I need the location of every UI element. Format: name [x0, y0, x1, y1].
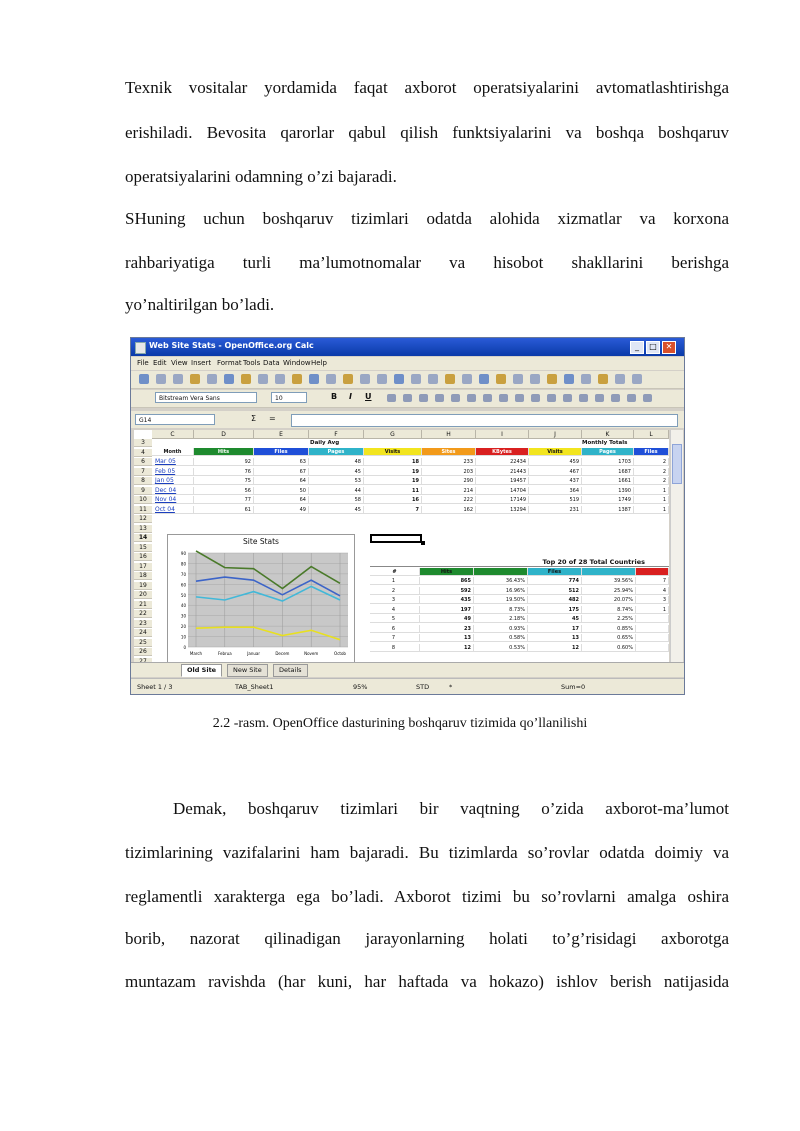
countries-cell: 49 [420, 615, 474, 623]
text-line: muntazam ravishda (har kuni, har haftada va hokazo) ishlov berish natijasida [125, 972, 729, 991]
tab-old-site[interactable]: Old Site [181, 664, 222, 677]
text-line: Texnik vositalar yordamida faqat axborot operatsiyalarini avtomatlashtirishga [125, 78, 729, 97]
row-header[interactable]: 3 [134, 439, 152, 447]
countries-title: Top 20 of 28 Total Countries [370, 558, 669, 567]
toolbar-icon[interactable] [190, 374, 200, 384]
table-header-cell: Hits [194, 448, 254, 456]
countries-cell [636, 625, 669, 633]
format-icon[interactable] [387, 394, 396, 402]
y-tick-label: 60 [180, 582, 186, 588]
table-cell: 64 [254, 477, 309, 485]
toolbar-icon[interactable] [139, 374, 149, 384]
table-cell: 231 [529, 506, 582, 514]
column-header-k[interactable]: K [582, 430, 634, 439]
countries-cell [636, 615, 669, 623]
toolbar-icon[interactable] [343, 374, 353, 384]
table-cell: 467 [529, 468, 582, 476]
toolbar-icon[interactable] [598, 374, 608, 384]
table-cell: 1 [634, 487, 669, 495]
countries-cell: 0.65% [582, 634, 636, 642]
row-header[interactable]: 6 [134, 458, 152, 466]
format-icon[interactable] [563, 394, 572, 402]
column-header-e[interactable]: E [254, 430, 309, 439]
month-link[interactable]: Jan 05 [152, 477, 194, 485]
y-tick-label: 10 [180, 634, 186, 640]
x-tick-label: Februa [217, 651, 232, 656]
toolbar-icon[interactable] [156, 374, 166, 384]
table-cell: 14704 [476, 487, 529, 495]
table-cell: 233 [422, 458, 476, 466]
font-size-select[interactable]: 10 [271, 392, 307, 403]
plot-area [188, 553, 348, 647]
format-icon[interactable] [467, 394, 476, 402]
countries-cell: 19.50% [474, 596, 528, 604]
column-header-j[interactable]: J [529, 430, 582, 439]
countries-cell: 774 [528, 577, 582, 585]
y-tick-label: 70 [180, 571, 186, 577]
table-header-cell: Visits [364, 448, 422, 456]
toolbar-icon[interactable] [615, 374, 625, 384]
countries-cell: 17 [528, 625, 582, 633]
countries-cell: 0.53% [474, 644, 528, 652]
column-header-g[interactable]: G [364, 430, 422, 439]
format-icon[interactable] [595, 394, 604, 402]
text-line: tizimlarining vazifalarini ham bajaradi. Bu tizimlarda so’rovlar odatda doimiy va [125, 843, 729, 862]
close-icon[interactable]: ✕ [662, 341, 676, 354]
menu-item-format[interactable]: Format [217, 359, 242, 367]
toolbar-icon[interactable] [479, 374, 489, 384]
table-cell: 63 [254, 458, 309, 466]
format-icon[interactable] [611, 394, 620, 402]
row-header[interactable]: 18 [134, 572, 152, 580]
table-header-cell: Pages [582, 448, 634, 456]
x-tick-label: March [189, 651, 203, 656]
countries-cell: 435 [420, 596, 474, 604]
toolbar-icon[interactable] [394, 374, 404, 384]
table-cell: 56 [194, 487, 254, 495]
status-mode: STD [416, 683, 430, 691]
tab-details[interactable]: Details [273, 664, 308, 677]
countries-cell: 592 [420, 587, 474, 595]
monthly-totals-label: Monthly Totals [582, 440, 628, 446]
standard-toolbar [131, 371, 684, 389]
row-header[interactable]: 12 [134, 515, 152, 523]
x-tick-label: Octob [334, 651, 346, 656]
table-cell: 76 [194, 468, 254, 476]
row-header[interactable]: 21 [134, 601, 152, 609]
toolbar-icon[interactable] [258, 374, 268, 384]
status-sum: Sum=0 [561, 683, 586, 691]
status-modified: * [449, 683, 453, 691]
toolbar-icon[interactable] [411, 374, 421, 384]
countries-cell: 175 [528, 606, 582, 614]
status-bar [131, 678, 684, 695]
toolbar-icon[interactable] [445, 374, 455, 384]
column-header-i[interactable]: I [476, 430, 529, 439]
formula-input[interactable] [291, 414, 678, 427]
equals-icon[interactable]: = [269, 414, 276, 423]
table-cell: 2 [634, 458, 669, 466]
site-stats-chart[interactable] [167, 534, 355, 662]
countries-cell: 1 [370, 577, 420, 585]
table-cell: 61 [194, 506, 254, 514]
figure-caption: 2.2 -rasm. OpenOffice dasturining boshqaruv tizimida qo’llanilishi [212, 716, 588, 731]
format-icon[interactable] [643, 394, 652, 402]
countries-header-cell: Hits [420, 568, 474, 576]
countries-cell: 8.74% [582, 606, 636, 614]
toolbar-icon[interactable] [377, 374, 387, 384]
menu-item-data[interactable]: Data [263, 359, 280, 367]
menu-item-edit[interactable]: Edit [153, 359, 167, 367]
toolbar-icon[interactable] [428, 374, 438, 384]
toolbar-icon[interactable] [292, 374, 302, 384]
table-cell: 13294 [476, 506, 529, 514]
format-icon[interactable] [419, 394, 428, 402]
table-header-cell: Visits [529, 448, 582, 456]
toolbar-icon[interactable] [224, 374, 234, 384]
format-icon[interactable] [451, 394, 460, 402]
countries-cell: 36.43% [474, 577, 528, 585]
row-header[interactable]: 16 [134, 553, 152, 561]
countries-cell: 1 [636, 606, 669, 614]
table-cell: 519 [529, 496, 582, 504]
format-icon[interactable] [547, 394, 556, 402]
countries-header-cell [582, 568, 636, 576]
countries-cell: 45 [528, 615, 582, 623]
countries-cell: 25.94% [582, 587, 636, 595]
table-cell: 45 [309, 468, 364, 476]
minimize-icon[interactable]: _ [630, 341, 644, 354]
row-header[interactable]: 17 [134, 563, 152, 571]
chart-title: Site Stats [243, 537, 279, 546]
table-cell: 459 [529, 458, 582, 466]
countries-cell: 4 [636, 587, 669, 595]
fill-handle[interactable] [421, 541, 425, 545]
countries-cell: 3 [370, 596, 420, 604]
column-header-c[interactable]: C [152, 430, 194, 439]
table-cell: 58 [309, 496, 364, 504]
row-header[interactable]: 15 [134, 544, 152, 552]
table-cell: 16 [364, 496, 422, 504]
countries-cell: 865 [420, 577, 474, 585]
format-icon[interactable] [515, 394, 524, 402]
y-tick-label: 30 [180, 613, 186, 619]
toolbar-icon[interactable] [241, 374, 251, 384]
row-header[interactable]: 24 [134, 629, 152, 637]
spreadsheet-grid[interactable] [134, 430, 669, 662]
table-cell: 53 [309, 477, 364, 485]
row-header[interactable]: 9 [134, 487, 152, 495]
table-cell: 45 [309, 506, 364, 514]
table-cell: 77 [194, 496, 254, 504]
x-tick-label: Januar [247, 651, 260, 656]
tab-new-site[interactable]: New Site [227, 664, 268, 677]
month-link[interactable]: Feb 05 [152, 468, 194, 476]
countries-cell: 7 [636, 577, 669, 585]
menu-item-window[interactable]: Window [283, 359, 311, 367]
name-box[interactable]: G14 [135, 414, 215, 425]
column-header-f[interactable]: F [309, 430, 364, 439]
text-line: SHuning uchun boshqaruv tizimlari odatda alohida xizmatlar va korxona [125, 209, 729, 228]
text-line: borib, nazorat qilinadigan jarayonlarning holati to’g’risidagi axborotga [125, 929, 729, 948]
table-header-cell: Files [254, 448, 309, 456]
table-cell: 48 [309, 458, 364, 466]
table-cell: 222 [422, 496, 476, 504]
status-sheet: Sheet 1 / 3 [137, 683, 173, 691]
table-cell: 22434 [476, 458, 529, 466]
countries-cell: 4 [370, 606, 420, 614]
menu-bar [131, 357, 684, 370]
row-header[interactable]: 8 [134, 477, 152, 485]
countries-cell: 12 [528, 644, 582, 652]
menu-item-help[interactable]: Help [311, 359, 327, 367]
row-header[interactable]: 13 [134, 525, 152, 533]
countries-cell: 6 [370, 625, 420, 633]
window-title: Web Site Stats - OpenOffice.org Calc [149, 341, 314, 350]
table-cell: 1387 [582, 506, 634, 514]
table-cell: 162 [422, 506, 476, 514]
table-cell: 75 [194, 477, 254, 485]
row-header[interactable]: 22 [134, 610, 152, 618]
chart-plot [168, 535, 354, 662]
table-cell: 44 [309, 487, 364, 495]
row-header[interactable]: 23 [134, 620, 152, 628]
figure-screenshot [130, 337, 685, 695]
row-header[interactable]: 11 [134, 506, 152, 514]
table-cell: 1749 [582, 496, 634, 504]
column-header-h[interactable]: H [422, 430, 476, 439]
menu-item-tools[interactable]: Tools [243, 359, 261, 367]
y-tick-label: 20 [180, 624, 186, 630]
countries-cell: 482 [528, 596, 582, 604]
format-icon[interactable] [483, 394, 492, 402]
maximize-icon[interactable]: □ [646, 341, 660, 354]
selected-cell[interactable] [370, 534, 422, 543]
countries-cell: 5 [370, 615, 420, 623]
y-tick-label: 0 [183, 645, 186, 650]
countries-cell: 2.25% [582, 615, 636, 623]
toolbar-icon[interactable] [309, 374, 319, 384]
row-header[interactable]: 25 [134, 639, 152, 647]
row-header[interactable]: 4 [134, 449, 152, 457]
table-cell: 49 [254, 506, 309, 514]
countries-cell [636, 644, 669, 652]
toolbar-icon[interactable] [496, 374, 506, 384]
text-line: erishiladi. Bevosita qarorlar qabul qilish funktsiyalarini va boshqa boshqaruv [125, 123, 729, 142]
format-icon[interactable] [627, 394, 636, 402]
table-cell: 1703 [582, 458, 634, 466]
table-cell: 290 [422, 477, 476, 485]
toolbar-icon[interactable] [530, 374, 540, 384]
menu-item-file[interactable]: File [137, 359, 149, 367]
toolbar-icon[interactable] [173, 374, 183, 384]
scrollbar-thumb[interactable] [672, 444, 682, 484]
countries-cell: 13 [528, 634, 582, 642]
countries-cell: 23 [420, 625, 474, 633]
menu-item-insert[interactable]: Insert [191, 359, 212, 367]
table-cell: 437 [529, 477, 582, 485]
countries-cell: 0.60% [582, 644, 636, 652]
row-header[interactable]: 14 [134, 534, 152, 542]
countries-header-cell [474, 568, 528, 576]
row-header[interactable]: 10 [134, 496, 152, 504]
countries-cell: 197 [420, 606, 474, 614]
format-icon[interactable] [403, 394, 412, 402]
countries-cell: 12 [420, 644, 474, 652]
table-cell: 2 [634, 477, 669, 485]
table-cell: 1 [634, 496, 669, 504]
table-header-cell: KBytes [476, 448, 529, 456]
toolbar-icon[interactable] [513, 374, 523, 384]
text-line: reglamentli xarakterga ega bo’ladi. Axborot tizimi bu so’rovlarni amalga oshira [125, 887, 729, 906]
countries-header-cell: Files [528, 568, 582, 576]
month-link[interactable]: Oct 04 [152, 506, 194, 514]
format-icon[interactable] [531, 394, 540, 402]
table-header-cell: Sites [422, 448, 476, 456]
table-cell: 64 [254, 496, 309, 504]
table-cell: 19457 [476, 477, 529, 485]
countries-cell: 0.58% [474, 634, 528, 642]
toolbar-icon[interactable] [547, 374, 557, 384]
format-icon[interactable] [499, 394, 508, 402]
toolbar-icon[interactable] [326, 374, 336, 384]
countries-cell: 2.18% [474, 615, 528, 623]
row-header[interactable]: 19 [134, 582, 152, 590]
table-cell: 21443 [476, 468, 529, 476]
table-cell: 214 [422, 487, 476, 495]
toolbar-icon[interactable] [581, 374, 591, 384]
table-header-cell: Files [634, 448, 669, 456]
countries-cell: 3 [636, 596, 669, 604]
font-name-select[interactable]: Bitstream Vera Sans [155, 392, 257, 403]
italic-button[interactable]: I [349, 392, 352, 401]
table-cell: 19 [364, 468, 422, 476]
row-header[interactable]: 26 [134, 648, 152, 656]
status-zoom: 95% [353, 683, 368, 691]
app-icon [135, 342, 146, 354]
x-tick-label: Decem [275, 651, 290, 656]
countries-cell: 8 [370, 644, 420, 652]
table-header-cell: Month [152, 448, 194, 456]
countries-header-cell: # [370, 568, 420, 576]
table-cell: 67 [254, 468, 309, 476]
toolbar-icon[interactable] [207, 374, 217, 384]
table-cell: 1687 [582, 468, 634, 476]
row-header[interactable]: 7 [134, 468, 152, 476]
toolbar-icon[interactable] [360, 374, 370, 384]
table-cell: 19 [364, 477, 422, 485]
row-header[interactable]: 27 [134, 658, 152, 663]
table-cell: 17149 [476, 496, 529, 504]
month-link[interactable]: Mar 05 [152, 458, 194, 466]
underline-button[interactable]: U [365, 392, 372, 401]
countries-cell: 0.93% [474, 625, 528, 633]
y-tick-label: 40 [180, 603, 186, 609]
table-cell: 11 [364, 487, 422, 495]
text-line: yo’naltirilgan bo’ladi. [125, 295, 275, 314]
y-tick-label: 90 [180, 551, 186, 556]
countries-header-cell [636, 568, 669, 576]
column-header-d[interactable]: D [194, 430, 254, 439]
table-cell: 1661 [582, 477, 634, 485]
format-icon[interactable] [579, 394, 588, 402]
toolbar-icon[interactable] [275, 374, 285, 384]
countries-cell: 2 [370, 587, 420, 595]
text-line: rahbariyatiga turli ma’lumotnomalar va hisobot shakllarini berishga [125, 253, 729, 272]
countries-cell: 13 [420, 634, 474, 642]
y-tick-label: 50 [180, 592, 186, 598]
month-link[interactable]: Dec 04 [152, 487, 194, 495]
countries-cell: 20.07% [582, 596, 636, 604]
x-tick-label: Novem [304, 651, 319, 656]
countries-cell [636, 634, 669, 642]
countries-cell: 512 [528, 587, 582, 595]
status-page-style: TAB_Sheet1 [235, 683, 274, 691]
countries-cell: 39.56% [582, 577, 636, 585]
table-header-cell: Pages [309, 448, 364, 456]
formatting-toolbar [131, 390, 684, 408]
text-line: operatsiyalarini odamning o’zi bajaradi. [125, 167, 397, 186]
vertical-scrollbar[interactable] [670, 430, 683, 662]
toolbar-icon[interactable] [564, 374, 574, 384]
daily-avg-label: Daily Avg [310, 440, 340, 446]
bold-button[interactable]: B [331, 392, 338, 401]
countries-cell: 0.85% [582, 625, 636, 633]
menu-item-view[interactable]: View [171, 359, 188, 367]
countries-cell: 16.96% [474, 587, 528, 595]
format-icon[interactable] [435, 394, 444, 402]
table-cell: 2 [634, 468, 669, 476]
table-cell: 364 [529, 487, 582, 495]
y-tick-label: 80 [180, 561, 186, 567]
table-cell: 1390 [582, 487, 634, 495]
table-cell: 203 [422, 468, 476, 476]
row-header[interactable]: 20 [134, 591, 152, 599]
table-cell: 50 [254, 487, 309, 495]
sheet-tabs [131, 662, 684, 677]
month-link[interactable]: Nov 04 [152, 496, 194, 504]
countries-cell: 7 [370, 634, 420, 642]
table-cell: 92 [194, 458, 254, 466]
window-titlebar [131, 338, 684, 356]
text-line: Demak, boshqaruv tizimlari bir vaqtning o’zida axborot-ma’lumot [173, 799, 729, 818]
sum-icon[interactable]: Σ [251, 414, 257, 423]
table-cell: 7 [364, 506, 422, 514]
countries-cell: 8.73% [474, 606, 528, 614]
table-cell: 18 [364, 458, 422, 466]
toolbar-icon[interactable] [462, 374, 472, 384]
toolbar-icon[interactable] [632, 374, 642, 384]
column-header-l[interactable]: L [634, 430, 669, 439]
formula-bar [131, 411, 684, 428]
table-cell: 1 [634, 506, 669, 514]
